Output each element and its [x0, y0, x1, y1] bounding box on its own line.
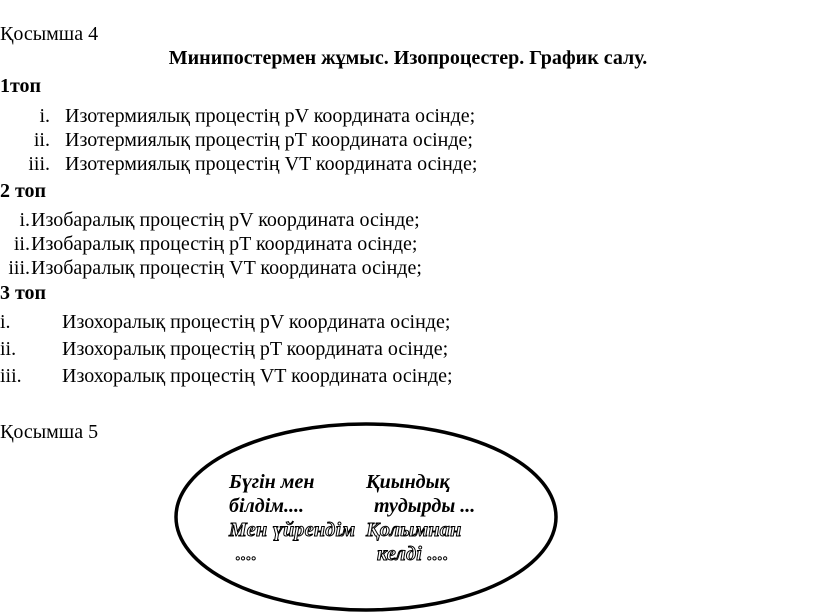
- group-1-item-2: Изотермиялық процестің pT координата осінде;: [65, 129, 473, 151]
- oval-today-learned-line2: білдім....: [229, 495, 304, 517]
- oval-i-learned-line2: ....: [236, 543, 258, 565]
- oval-i-could-line2: келді ....: [377, 543, 449, 565]
- oval-i-learned-line1: Мен үйрендім: [229, 519, 356, 541]
- group-1-item-2-num: ii.: [33, 129, 50, 151]
- group-2-item-1: Изобаралық процестің pV координата осінде;: [31, 209, 420, 231]
- group-3-item-2-num: ii.: [0, 338, 17, 360]
- appendix-4-label: Қосымша 4: [0, 23, 99, 45]
- group-1-item-3-num: iii.: [28, 153, 50, 175]
- group-2-heading: 2 топ: [0, 180, 47, 202]
- oval-i-could-line1: Қолымнан: [366, 519, 462, 541]
- group-2-item-3-num: iii.: [8, 257, 30, 279]
- group-3-item-3-num: iii.: [0, 365, 22, 387]
- group-3-item-3: Изохоралық процестің VT координата осінде;: [62, 365, 453, 387]
- group-1-heading: 1топ: [0, 75, 42, 97]
- group-2-item-1-num: i.: [19, 209, 30, 231]
- group-3-item-1-num: i.: [0, 311, 11, 333]
- oval-difficulty-line2: тудырды ...: [374, 495, 476, 517]
- group-1-item-1: Изотермиялық процестің pV координата осінде;: [65, 105, 476, 127]
- group-3-item-2: Изохоралық процестің pT координата осінде;: [62, 338, 449, 360]
- group-2-item-2-num: ii.: [13, 233, 30, 255]
- group-3-item-1: Изохоралық процестің pV координата осінде;: [62, 311, 451, 333]
- appendix-5-label: Қосымша 5: [0, 421, 99, 443]
- page-title: Минипостермен жұмыс. Изопроцестер. График салу.: [168, 47, 648, 69]
- group-1-item-3: Изотермиялық процестің VT координата осінде;: [65, 153, 478, 175]
- group-3-heading: 3 топ: [0, 282, 47, 304]
- group-2-item-2: Изобаралық процестің pT координата осінде;: [31, 233, 418, 255]
- oval-today-learned-line1: Бүгін мен: [229, 471, 315, 493]
- group-1-item-1-num: i.: [39, 105, 50, 127]
- group-2-item-3: Изобаралық процестің VT координата осінде;: [31, 257, 422, 279]
- oval-difficulty-line1: Қиындық: [366, 471, 450, 493]
